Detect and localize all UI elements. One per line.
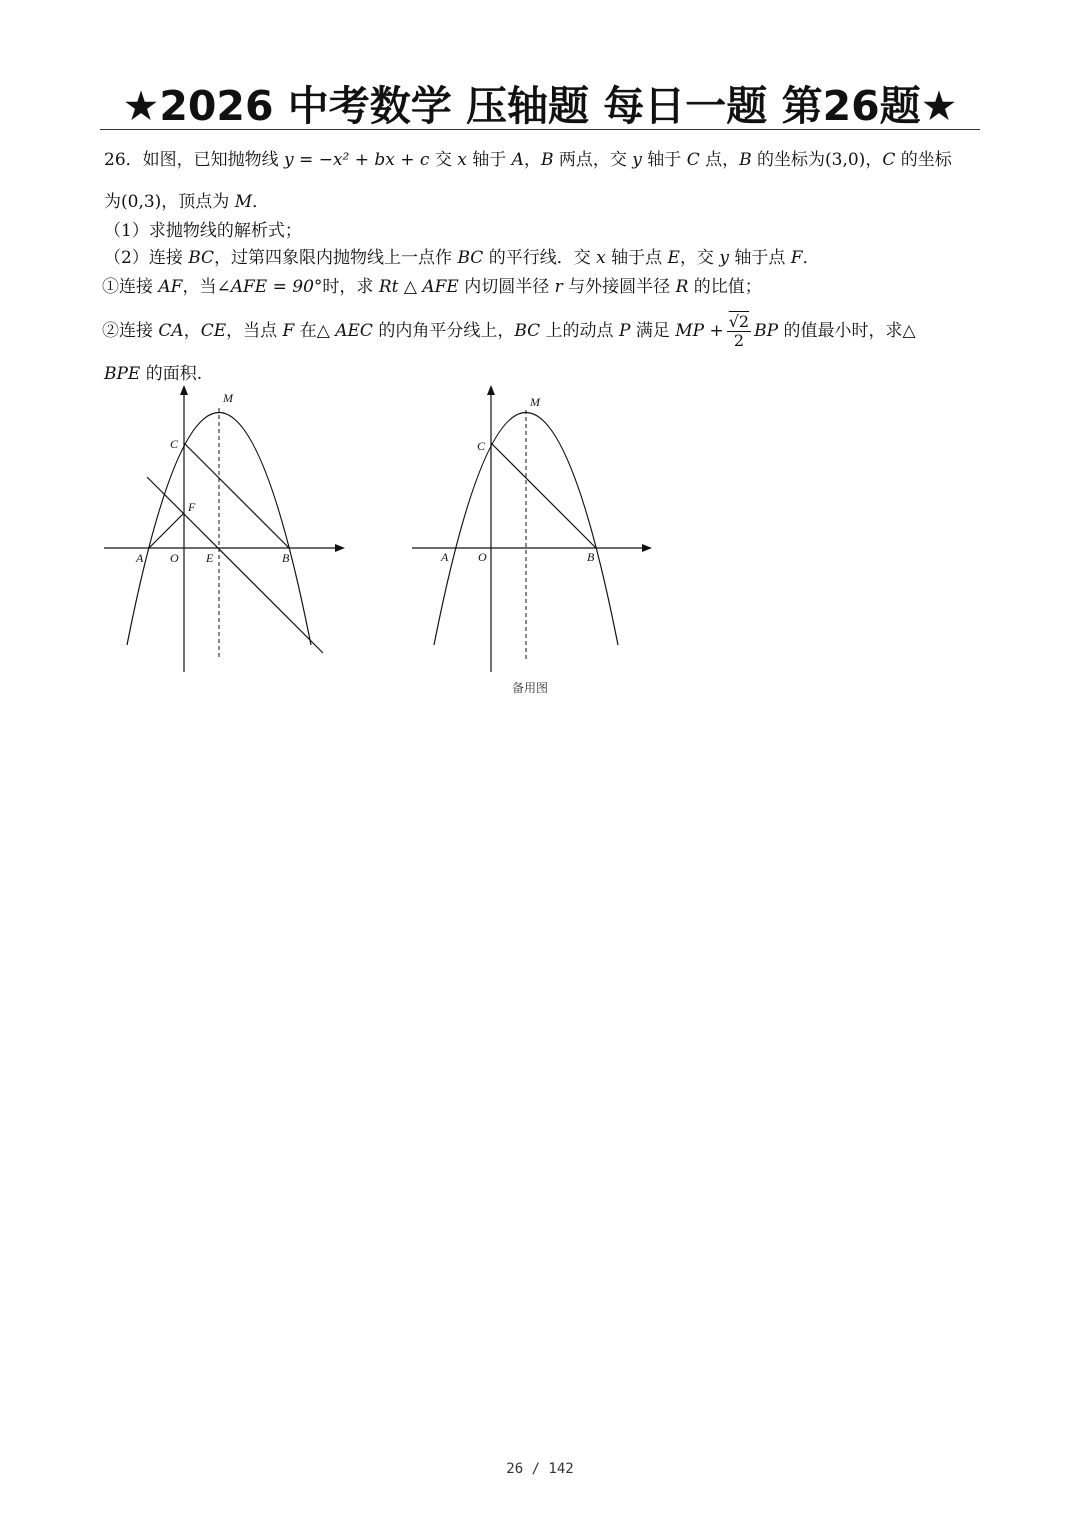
label-f: F [188,500,196,514]
line-fe [147,477,323,653]
page-number: 26 / 142 [506,1461,574,1477]
label-m: M [223,391,233,405]
question-1: （1）求抛物线的解析式； [104,221,302,241]
segment-bc [184,443,289,548]
label-c: C [170,437,179,451]
question-2-part-1: ①连接 AF，当∠AFE = 90°时，求 Rt △ AFE 内切圆半径 r 与外接圆半径 R 的比值； [102,277,762,297]
x-axis-arrow-icon [335,544,345,552]
segment-bc [491,443,596,548]
label-b: B [587,550,595,564]
x-axis-arrow-icon [642,544,652,552]
y-axis-arrow-icon [180,385,188,395]
title-divider [100,129,980,130]
label-a: A [136,551,144,565]
label-a: A [441,550,449,564]
figure-2-caption: 备用图 [511,681,548,695]
label-e: E [206,551,214,565]
problem-line-7: BPE 的面积. [104,364,203,384]
question-2-part-2: ②连接 CA，CE，当点 F 在△ AEC 的内角平分线上，BC 上的动点 P 满足 MP + $\frac{√2}{2}$ BP 的值最小时，求△ [102,312,916,350]
figure-2 [405,380,665,680]
problem-line-1: 26．如图，已知抛物线 y = −x² + bx + c 交 x 轴于 A，B 两点，交 y 轴于 C 点，B 的坐标为(3,0)，C 的坐标 [104,150,952,170]
y-axis-arrow-icon [487,385,495,395]
label-m: M [530,395,540,409]
page-title: ★2026 中考数学 压轴题 每日一题 第26题★ [122,82,958,130]
label-c: C [477,439,486,453]
label-o: O [170,551,179,565]
question-2: （2）连接 BC，过第四象限内抛物线上一点作 BC 的平行线．交 x 轴于点 E，交 y 轴于点 F． [104,248,820,268]
label-b: B [282,551,290,565]
label-o: O [478,550,487,564]
figure-1 [100,380,360,680]
problem-line-2: 为(0,3)，顶点为 M． [104,192,270,212]
segment-af [149,513,184,548]
fraction-sqrt2-over-2: $\frac{√2}{2}$ [728,312,750,350]
